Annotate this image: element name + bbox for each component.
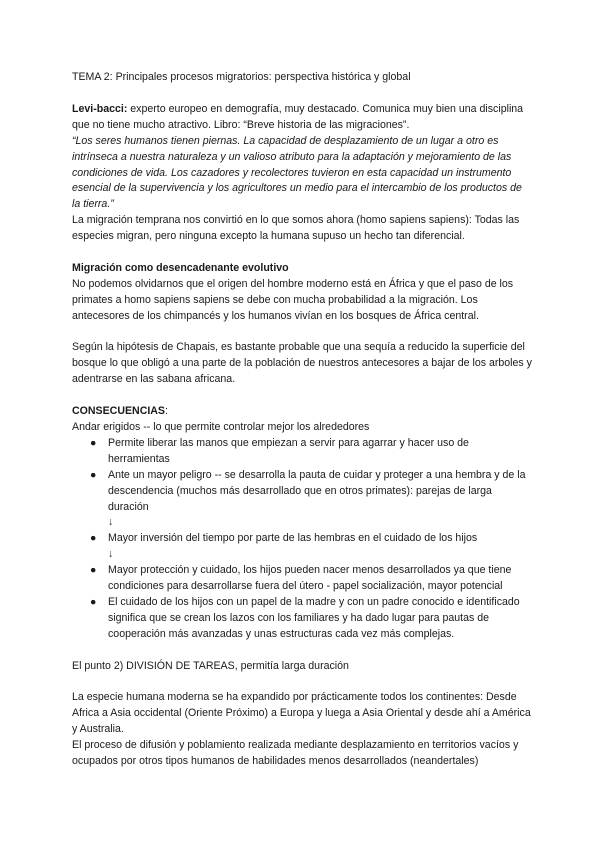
spacer	[72, 388, 532, 404]
expansion-paragraph-2: El proceso de difusión y poblamiento realizada mediante desplazamiento en territorios vacíos y ocupados por otros tipos humanos de habilidades menos desarrollados (neandertales)	[72, 739, 519, 767]
punto-2-paragraph: El punto 2) DIVISIÓN DE TAREAS, permitía larga duración	[72, 659, 349, 672]
spacer	[72, 674, 532, 690]
down-arrow-icon: ↓	[108, 516, 114, 529]
section-heading-migracion: Migración como desencadenante evolutivo	[72, 261, 289, 274]
bullet-icon: ●	[90, 468, 97, 481]
consecuencias-label: CONSECUENCIAS	[72, 405, 166, 418]
intro-conclusion: La migración temprana nos convirtió en lo que somos ahora (homo sapiens sapiens): Todas las especies migran, pero ninguna excepto la humana supuso un hecho tan diferencial.	[72, 214, 520, 243]
bullet-icon: ●	[90, 532, 97, 545]
list-item-text: El cuidado de los hijos con un papel de la madre y con un padre conocido e identificado significa que se crean los lazos con los familiares y ha dado lugar para pautas de cooperación más avanzadas y unas estructuras cada vez más complejas.	[108, 595, 520, 640]
bullet-icon: ●	[90, 595, 97, 608]
consecuencias-list	[72, 563, 532, 643]
bullet-icon: ●	[90, 564, 97, 577]
list-item	[72, 531, 532, 547]
consecuencias-colon: :	[165, 405, 168, 418]
list-item-text: Mayor inversión del tiempo por parte de las hembras en el cuidado de los hijos	[108, 532, 478, 545]
list-item	[72, 468, 532, 516]
page-title: TEMA 2: Principales procesos migratorios: perspectiva histórica y global	[72, 71, 411, 83]
consecuencias-lead: Andar erigidos -- lo que permite controlar mejor los alrededores	[72, 420, 370, 433]
list-item-text: Permite liberar las manos que empiezan a servir para agarrar y hacer uso de herramientas	[108, 436, 469, 465]
migracion-paragraph-1: No podemos olvidarnos que el origen del hombre moderno está en África y que el paso de los primates a homo sapiens sapiens se debe con mucha probabilidad a la migración. Los antecesores de los chimpancés y los humanos vivían en los bosques de África central.	[72, 277, 514, 322]
bullet-icon: ●	[90, 436, 97, 449]
author-quote: “Los seres humanos tienen piernas. La capacidad de desplazamiento de un lugar a otro es intrínseca a nuestra naturaleza y un valioso atributo para la adaptación y mejoramiento de las condiciones de vida. Los cazadores y recolectores tuvieron en esta capacidad un instrumento esencial de la supervivencia y los agricultores un medio para el intercambio de los productos de la tierra.”	[72, 134, 522, 211]
intro-paragraph	[72, 102, 532, 134]
list-item-text: Mayor protección y cuidado, los hijos pueden nacer menos desarrollados ya que tiene condiciones para desarrollarse fuera del útero - papel socialización, mayor potencial	[108, 564, 512, 593]
list-item	[72, 563, 532, 595]
spacer	[72, 643, 532, 659]
list-item-text: Ante un mayor peligro -- se desarrolla la pauta de cuidar y proteger a una hembra y de la descendencia (muchos más desarrollado que en otros primates): parejas de larga duración	[108, 468, 526, 513]
spacer	[72, 245, 532, 261]
list-item	[72, 436, 532, 468]
section-heading-consecuencias	[72, 404, 532, 420]
document-page	[72, 70, 532, 770]
author-description: experto europeo en demografía, muy destacado. Comunica muy bien una disciplina que no tiene mucho atractivo. Libro: “Breve historia de las migraciones”.	[72, 102, 524, 131]
expansion-paragraph-1: La especie humana moderna se ha expandido por prácticamente todos los continentes: Desde Africa a Asia occidental (Oriente Próximo) a Europa y luega a Asia Oriental y desde ahí a América y Australia.	[72, 691, 531, 736]
consecuencias-list	[72, 531, 532, 547]
consecuencias-list	[72, 436, 532, 516]
list-item	[72, 595, 532, 643]
migracion-paragraph-2: Según la hipótesis de Chapais, es bastante probable que una sequía a reducido la superficie del bosque lo que obligó a una parte de la población de nuestros antecesores a bajar de los arboles y adentrarse en las sabana africana.	[72, 341, 532, 386]
down-arrow-icon: ↓	[108, 548, 114, 561]
author-name: Levi-bacci:	[72, 102, 128, 115]
spacer	[72, 325, 532, 341]
